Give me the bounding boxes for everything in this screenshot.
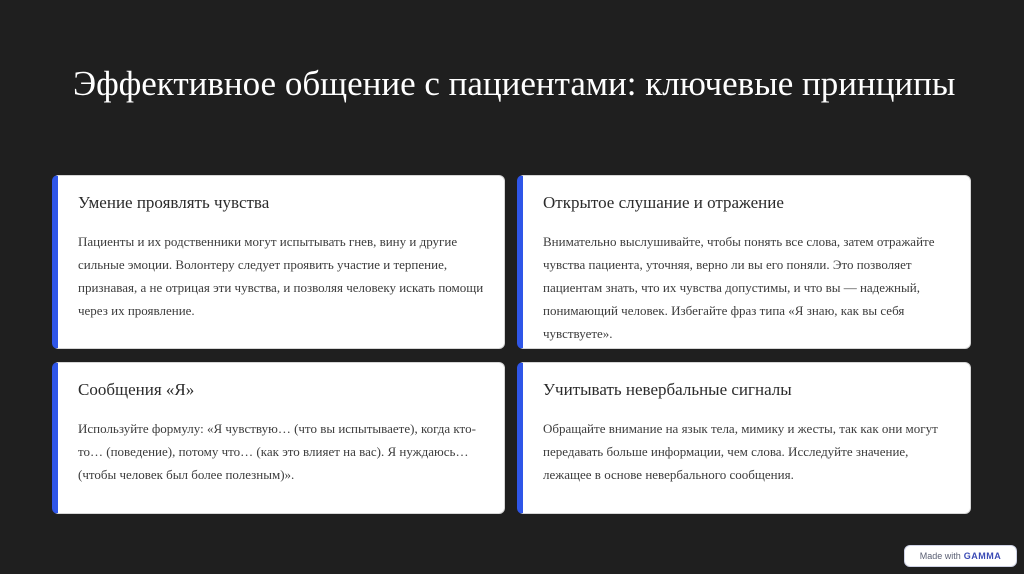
card-expressing-feelings [52, 175, 505, 349]
gamma-logo: GAMMA [963, 551, 1002, 561]
badge-prefix: Made with [919, 551, 961, 561]
card-title: Сообщения «Я» [78, 380, 195, 399]
card-body: Обращайте внимание на язык тела, мимику и жесты, так как они могут передавать больше информации, чем слова. Исследуйте значение, лежащее в основе невербального сообщения. [543, 421, 938, 482]
slide-title: Эффективное общение с пациентами: ключевые принципы [73, 64, 956, 103]
card-i-messages [52, 362, 505, 514]
made-with-gamma-badge[interactable] [904, 545, 1017, 567]
card-title: Учитывать невербальные сигналы [543, 380, 792, 399]
card-title: Умение проявлять чувства [78, 193, 270, 212]
card-active-listening [517, 175, 971, 349]
card-body: Внимательно выслушивайте, чтобы понять все слова, затем отражайте чувства пациента, уточняя, верно ли вы его поняли. Это позволяет пациентам знать, что их чувства допустимы, и что вы — надежный, понимающий человек. Избегайте фраз типа «Я знаю, как вы себя чувствуете». [543, 234, 935, 341]
card-body: Пациенты и их родственники могут испытывать гнев, вину и другие сильные эмоции. Волонтеру следует проявить участие и терпение, признавая, а не отрицая эти чувства, и позволяя человеку искать помощи через их проявление. [78, 234, 484, 318]
card-title: Открытое слушание и отражение [543, 193, 784, 212]
card-nonverbal-signals [517, 362, 971, 514]
card-body: Используйте формулу: «Я чувствую… (что вы испытываете), когда кто-то… (поведение), потому что… (как это влияет на вас). Я нуждаюсь… (чтобы человек был более полезным)». [78, 421, 476, 482]
